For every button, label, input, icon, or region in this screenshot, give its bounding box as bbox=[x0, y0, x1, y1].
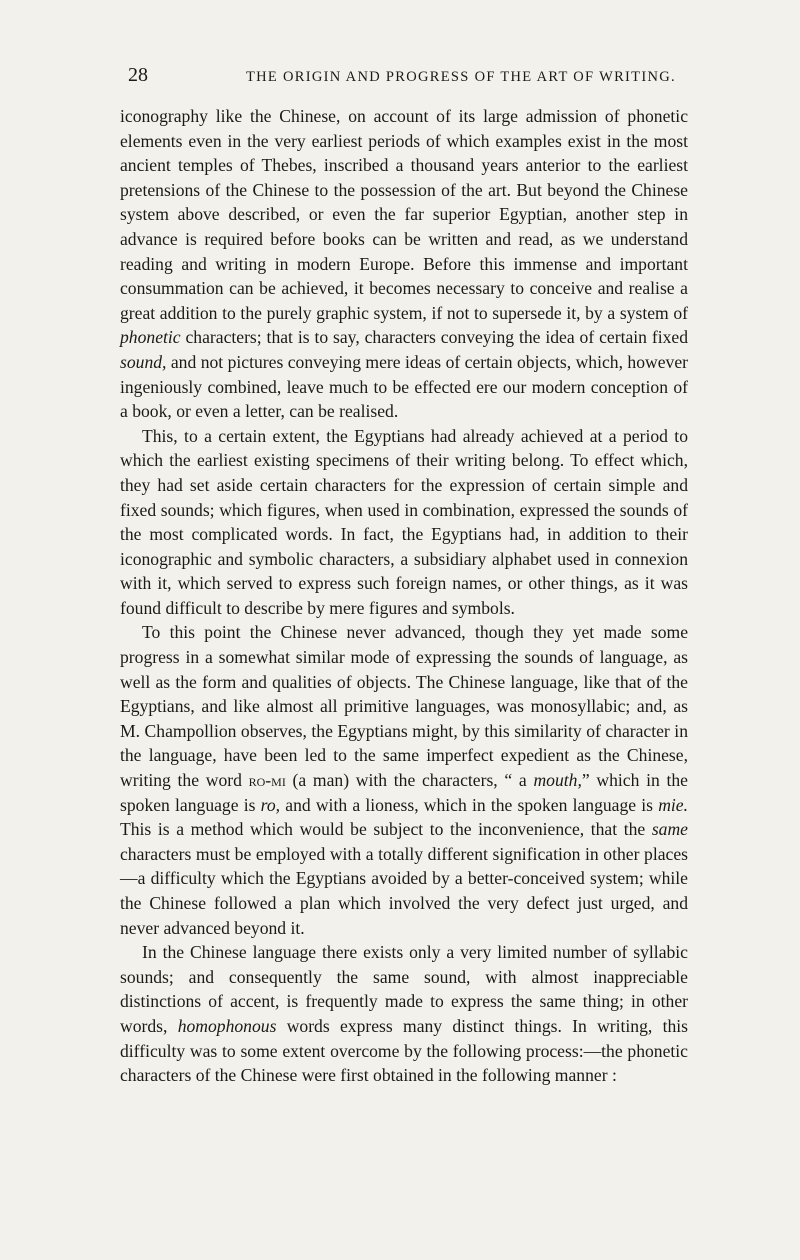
running-title: THE ORIGIN AND PROGRESS OF THE ART OF WRITING. bbox=[246, 69, 676, 85]
emphasis-mie: mie. bbox=[658, 794, 689, 815]
emphasis-ro: ro, bbox=[260, 794, 281, 815]
paragraph-3: To this point the Chinese never advanced, though they yet made some progress in a somewhat similar mode of expressing the sounds of language, as well as the form and qualities of objects. The Chinese language, like that of the Egyptians, and like almost all primitive languages, was monosyllabic; and, as M. Champollion observes, the Egyptians might, by this similarity of character in the language, have been led to the same imperfect expedient as the Chinese, writing the word ro-mi (a man) with the characters, “ a mouth,” which in the spoken language is ro, and with a lioness, which in the spoken language is mie. This is a method which would be subject to the inconvenience, that the same characters must be employed with a totally different signification in other places—a difficulty which the Egyptians avoided by a better-conceived system; while the Chinese followed a plan which involved the very defect just urged, and never advanced beyond it. bbox=[120, 622, 689, 938]
emphasis-phonetic: phonetic bbox=[120, 327, 181, 348]
emphasis-sound: sound, bbox=[120, 351, 167, 372]
paragraph-2: This, to a certain extent, the Egyptians had already achieved at a period to which the earliest existing specimens of their writing belong. To effect which, they had set aside certain characters for the expression of certain simple and fixed sounds; which figures, when used in combination, expressed the sounds of the most complicated words. In fact, the Egyptians had, in addition to their iconographic and symbolic characters, a subsidiary alphabet used in connexion with it, which served to express such foreign names, or other things, as it was found difficult to describe by mere figures and symbols. bbox=[120, 425, 688, 618]
paragraph-4: In the Chinese language there exists only a very limited number of syllabic sounds; and consequently the same sound, with almost inappreciable distinctions of accent, is frequently made to express the same thing; in other words, homophonous words express many distinct things. In writing, this difficulty was to some extent overcome by the following process:—the phonetic characters of the Chinese were first obtained in the following manner : bbox=[120, 942, 688, 1086]
paragraph-1: iconography like the Chinese, on account of its large admission of phonetic elements even in the very earliest periods of which examples exist in the most ancient temples of Thebes, inscribed a thousand years anterior to the earliest pretensions of the Chinese to the possession of the art. But beyond the Chinese system above described, or even the far superior Egyptian, another step in advance is required before books can be written and read, as we understand reading and writing in modern Europe. Before this immense and important consummation can be achieved, it becomes necessary to conceive and realise a great addition to the purely graphic system, if not to supersede it, by a system of phonetic characters; that is to say, characters conveying the idea of certain fixed sound, and not pictures conveying mere ideas of certain objects, which, however ingeniously combined, leave much to be effected ere our modern conception of a book, or even a letter, can be realised. bbox=[120, 106, 688, 422]
emphasis-homophonous: homophonous bbox=[177, 1015, 277, 1036]
page-number: 28 bbox=[128, 64, 148, 86]
small-caps-romi: ro-mi bbox=[248, 770, 286, 791]
emphasis-same: same bbox=[651, 819, 688, 840]
body-text bbox=[120, 104, 688, 1088]
emphasis-mouth: mouth, bbox=[533, 770, 582, 791]
page-header bbox=[128, 62, 688, 88]
